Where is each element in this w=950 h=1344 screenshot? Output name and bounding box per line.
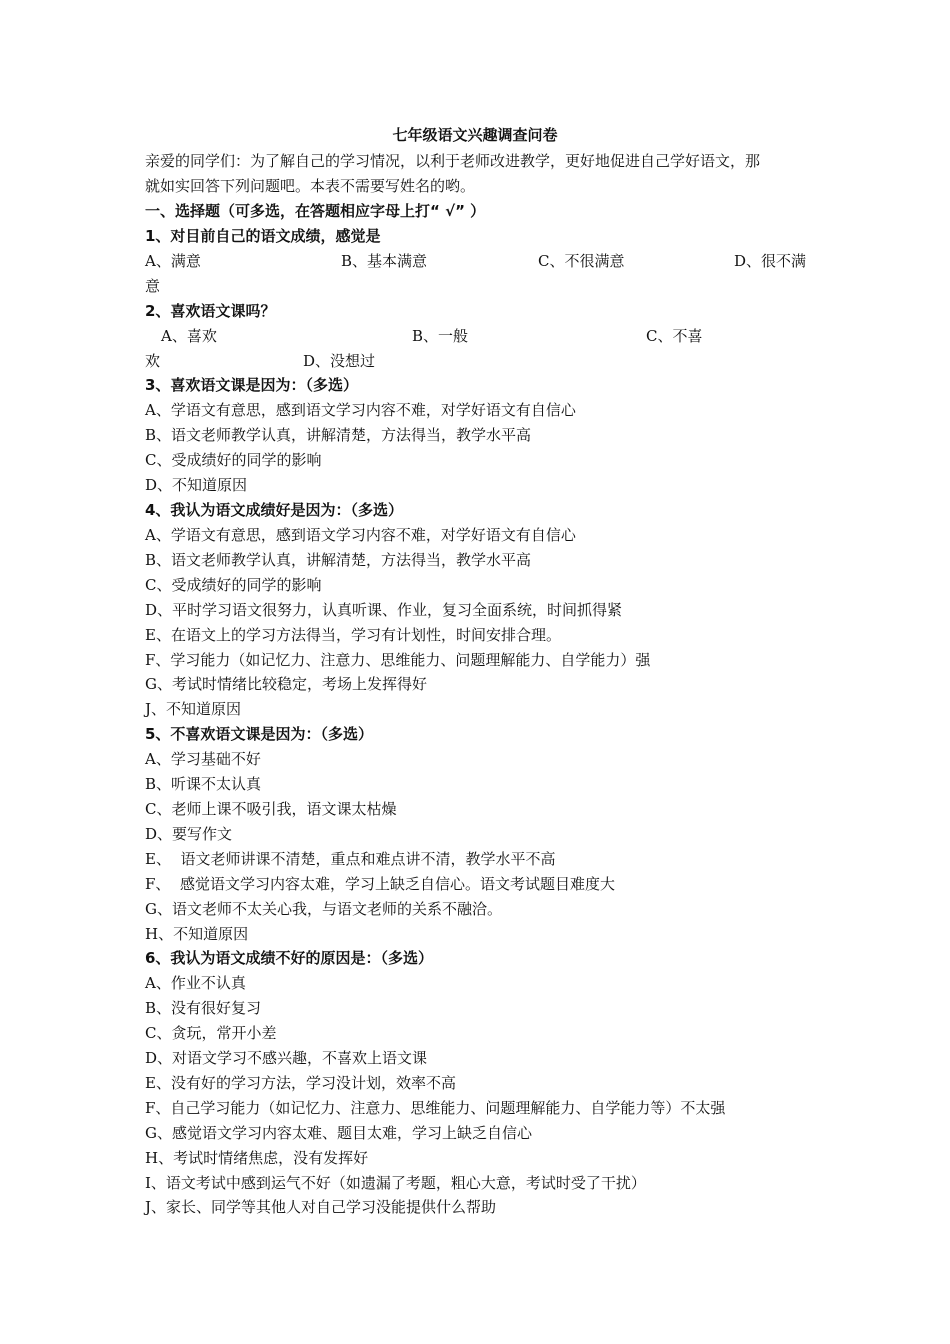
q2-option-d: D、没想过 xyxy=(303,352,376,370)
q2-option-c: C、不喜 xyxy=(646,327,703,345)
q4-option: C、受成绩好的同学的影响 xyxy=(145,576,322,594)
q5-option: D、要写作文 xyxy=(145,825,233,843)
q3-option: D、不知道原因 xyxy=(145,476,248,494)
q6-option: F、自己学习能力（如记忆力、注意力、思维能力、问题理解能力、自学能力等）不太强 xyxy=(145,1099,726,1117)
q5-option: H、不知道原因 xyxy=(145,925,249,943)
q4-option: A、学语文有意思，感到语文学习内容不难，对学好语文有自信心 xyxy=(145,526,576,544)
intro-line-1: 亲爱的同学们：为了解自己的学习情况，以利于老师改进教学，更好地促进自己学好语文，那 xyxy=(145,152,761,170)
q5-option: E、 语文老师讲课不清楚，重点和难点讲不清，教学水平不高 xyxy=(145,850,556,868)
q1-option-d-continued: 意 xyxy=(145,277,161,295)
q3-option: C、受成绩好的同学的影响 xyxy=(145,451,322,469)
q6-option: I、语文考试中感到运气不好（如遗漏了考题，粗心大意，考试时受了干扰） xyxy=(145,1174,646,1192)
q1-option-b: B、基本满意 xyxy=(341,252,428,270)
question-5-title: 5、不喜欢语文课是因为：（多选） xyxy=(145,725,373,743)
question-2-title: 2、喜欢语文课吗？ xyxy=(145,302,276,320)
q5-option: C、老师上课不吸引我，语文课太枯燥 xyxy=(145,800,397,818)
q6-option: J、家长、同学等其他人对自己学习没能提供什么帮助 xyxy=(145,1198,497,1216)
q4-option: D、平时学习语文很努力，认真听课、作业，复习全面系统，时间抓得紧 xyxy=(145,601,623,619)
question-6-title: 6、我认为语文成绩不好的原因是：（多选） xyxy=(145,949,433,967)
intro-line-2: 就如实回答下列问题吧。本表不需要写姓名的哟。 xyxy=(145,177,476,195)
q2-option-b: B、一般 xyxy=(412,327,469,345)
q4-option: E、在语文上的学习方法得当，学习有计划性，时间安排合理。 xyxy=(145,626,561,644)
q3-option: A、学语文有意思，感到语文学习内容不难，对学好语文有自信心 xyxy=(145,401,576,419)
q1-option-d: D、很不满 xyxy=(734,252,807,270)
q1-option-c: C、不很满意 xyxy=(538,252,625,270)
question-1-title: 1、对目前自己的语文成绩，感觉是 xyxy=(145,227,381,245)
q4-option: B、语文老师教学认真，讲解清楚，方法得当，教学水平高 xyxy=(145,551,532,569)
page-title: 七年级语文兴趣调查问卷 xyxy=(392,126,558,144)
q1-option-a: A、满意 xyxy=(145,252,201,270)
q5-option: G、语文老师不太关心我，与语文老师的关系不融洽。 xyxy=(145,900,502,918)
q4-option: G、考试时情绪比较稳定，考场上发挥得好 xyxy=(145,675,427,693)
q5-option: F、 感觉语文学习内容太难，学习上缺乏自信心。语文考试题目难度大 xyxy=(145,875,615,893)
q5-option: B、听课不太认真 xyxy=(145,775,262,793)
q6-option: G、感觉语文学习内容太难、题目太难，学习上缺乏自信心 xyxy=(145,1124,532,1142)
q6-option: H、考试时情绪焦虑，没有发挥好 xyxy=(145,1149,369,1167)
question-3-title: 3、喜欢语文课是因为：（多选） xyxy=(145,376,358,394)
q4-option: J、不知道原因 xyxy=(145,700,242,718)
q6-option: D、对语文学习不感兴趣，不喜欢上语文课 xyxy=(145,1049,428,1067)
q2-option-a: A、喜欢 xyxy=(161,327,217,345)
q3-option: B、语文老师教学认真，讲解清楚，方法得当，教学水平高 xyxy=(145,426,532,444)
q6-option: E、没有好的学习方法，学习没计划，效率不高 xyxy=(145,1074,456,1092)
section-heading: 一、选择题（可多选，在答题相应字母上打“ √” ） xyxy=(145,202,486,220)
q6-option: C、贪玩，常开小差 xyxy=(145,1024,277,1042)
question-4-title: 4、我认为语文成绩好是因为：（多选） xyxy=(145,501,403,519)
q6-option: A、作业不认真 xyxy=(145,974,246,992)
q5-option: A、学习基础不好 xyxy=(145,750,261,768)
q4-option: F、学习能力（如记忆力、注意力、思维能力、问题理解能力、自学能力）强 xyxy=(145,651,651,669)
q2-option-c-continued: 欢 xyxy=(145,352,161,370)
q6-option: B、没有很好复习 xyxy=(145,999,262,1017)
